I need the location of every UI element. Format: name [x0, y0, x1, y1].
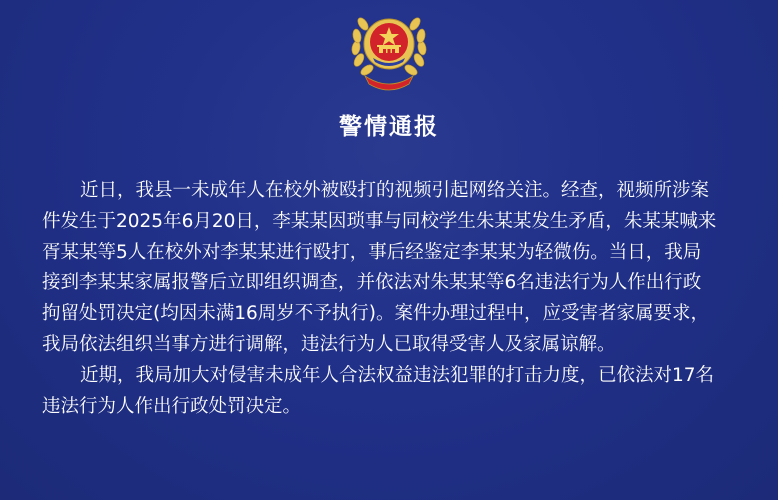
paragraph-1-line-4: 接到李某某家属报警后立即组织调查，并依法对朱某某等6名违法行为人作出行政 — [42, 272, 702, 294]
paragraph-2-line-2: 违法行为人作出行政处罚决定。 — [42, 395, 302, 417]
paragraph-1-line-2: 件发生于2025年6月20日，李某某因琐事与同校学生朱某某发生矛盾，朱某某喊来 — [42, 210, 717, 232]
paragraph-1-line-3: 胥某某等5人在校外对李某某进行殴打，事后经鉴定李某某为轻微伤。当日，我局 — [42, 241, 702, 263]
notice-body — [0, 176, 778, 422]
paragraph-1-line-5: 拘留处罚决定(均因未满16周岁不予执行)。案件办理过程中，应受害者家属要求， — [42, 303, 709, 325]
police-emblem-icon — [343, 2, 435, 94]
paragraph-1-line-6: 我局依法组织当事方进行调解，违法行为人已取得受害人及家属谅解。 — [42, 333, 616, 355]
notice-title: 警情通报 — [339, 114, 439, 140]
paragraph-2-line-1: 近期，我局加大对侵害未成年人合法权益违法犯罪的打击力度，已依法对17名 — [80, 364, 715, 386]
paragraph-1-line-1: 近日，我县一未成年人在校外被殴打的视频引起网络关注。经查，视频所涉案 — [80, 180, 710, 201]
